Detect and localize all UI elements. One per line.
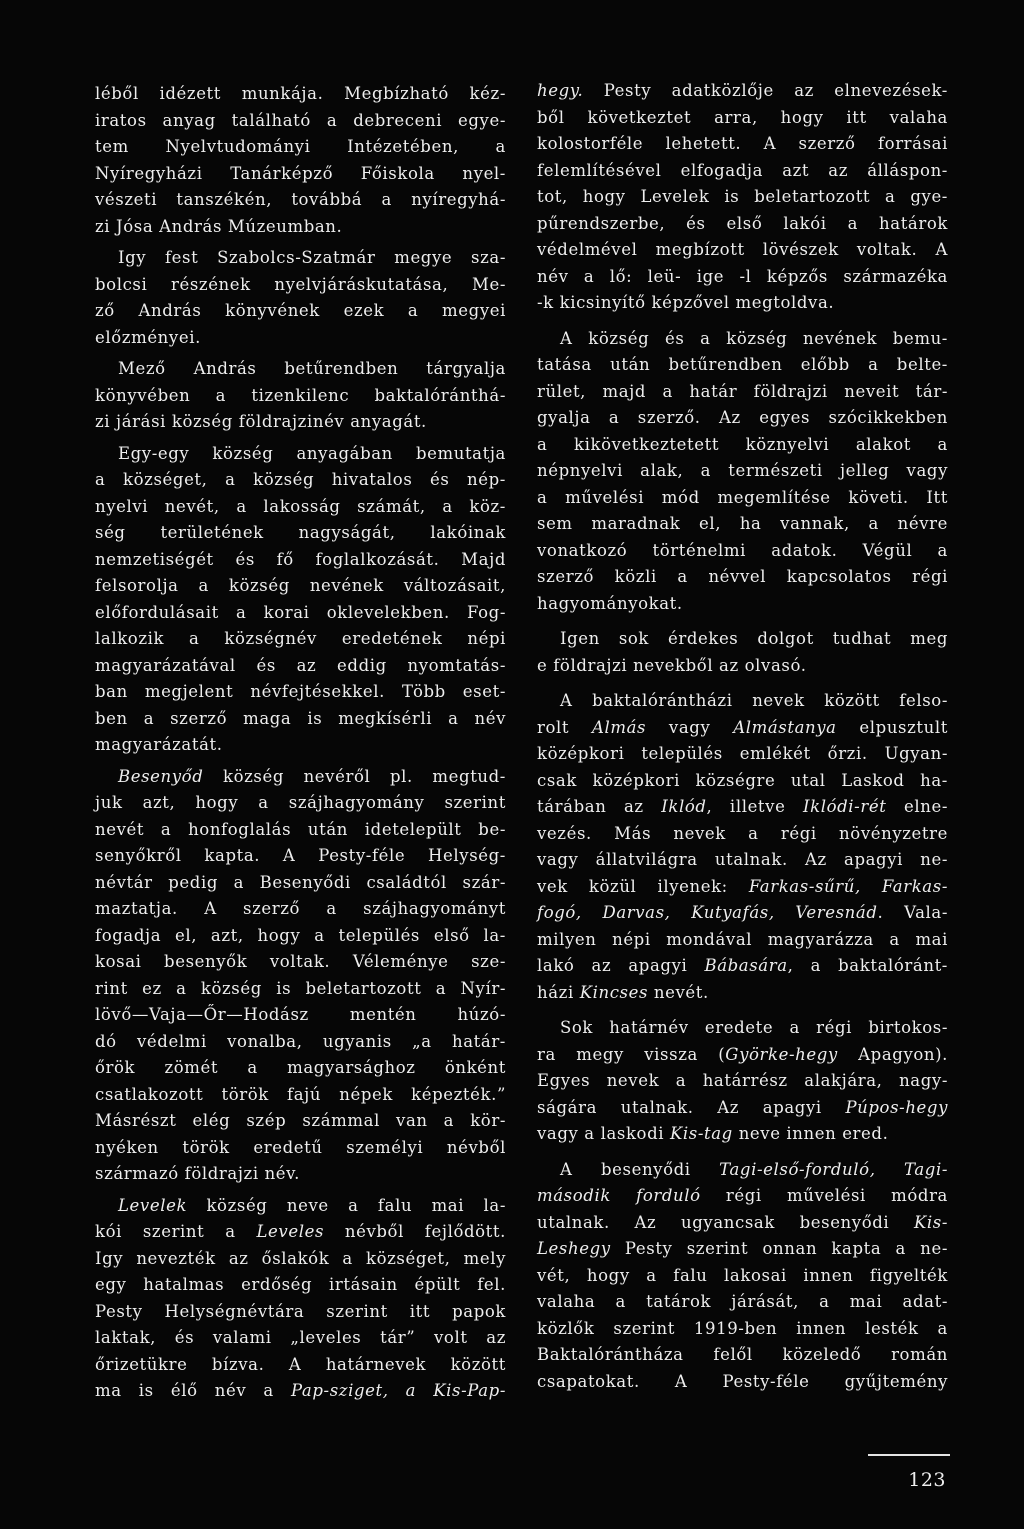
text-run: kosai besenyők voltak. Véleménye sze- <box>95 952 506 971</box>
text-run: , illetve <box>706 797 803 816</box>
text-line <box>95 1029 506 1056</box>
text-run: tatása után betűrendben előbb a belte- <box>537 355 948 374</box>
text-line <box>95 923 506 950</box>
column-left <box>95 81 506 1405</box>
text-run: iratos anyag található a debreceni egye- <box>95 110 506 130</box>
text-run: lövő—Vaja—Őr—Hodász mentén húzó- <box>95 1005 506 1024</box>
text-line <box>95 467 506 494</box>
paragraph <box>95 441 506 759</box>
text-run: ből következtet arra, hogy itt valaha <box>537 107 948 127</box>
text-line <box>537 538 948 565</box>
text-line <box>537 184 948 211</box>
text-run: község nevéről pl. megtud- <box>203 766 506 786</box>
text-line <box>95 706 506 733</box>
text-line <box>95 409 506 436</box>
text-run: Egyes nevek a határrész alakjára, nagy- <box>537 1071 948 1090</box>
paragraph <box>95 81 506 240</box>
text-run: őrizetükre bízva. A határnevek között <box>95 1354 506 1374</box>
italic-term: Farkas-sűrű, Farkas- <box>748 876 948 896</box>
text-run: laktak, és valami „leveles tár” volt az <box>95 1328 506 1347</box>
text-line <box>537 821 948 848</box>
text-run: ző András könyvének ezek a megyei <box>95 301 506 320</box>
text-run: csak középkori községre utal Laskod ha- <box>537 770 948 790</box>
paragraph <box>95 356 506 436</box>
text-run: . Vala- <box>877 903 949 922</box>
text-line <box>537 1068 948 1095</box>
text-run: Nyíregyházi Tanárképző Főiskola nyel- <box>95 163 506 183</box>
paragraph <box>95 245 506 351</box>
text-line <box>537 874 948 901</box>
text-run: vagy állatvilágra utalnak. Az apagyi ne- <box>537 850 948 869</box>
italic-term: Levelek <box>118 1195 188 1215</box>
text-line <box>537 1183 948 1210</box>
text-run: zi járási község földrajzinév anyagát. <box>95 412 427 431</box>
text-line <box>95 843 506 870</box>
text-line <box>95 976 506 1003</box>
text-line <box>537 237 948 264</box>
text-run: gyalja a szerző. Az egyes szócikkekben <box>537 408 948 427</box>
text-run: ban megjelent névfejtésekkel. Több eset- <box>95 682 506 701</box>
text-line <box>537 715 948 742</box>
text-run: lakó az apagyi <box>537 956 705 975</box>
text-line <box>95 1002 506 1029</box>
text-run: csapatokat. A Pesty-féle gyűjtemény <box>537 1371 948 1391</box>
text-line <box>537 794 948 821</box>
text-line <box>95 272 506 299</box>
text-line <box>537 980 948 1007</box>
text-run: tárában az <box>537 797 662 816</box>
text-run: tot, hogy Levelek is beletartozott a gye- <box>537 187 948 206</box>
text-run: bolcsi részének nyelvjáráskutatása, Me- <box>95 274 506 294</box>
text-run: nevét a honfoglalás után idetelepült be- <box>95 819 506 839</box>
text-line <box>537 900 948 927</box>
text-run: névből fejlődött. <box>324 1222 506 1241</box>
text-line <box>537 1316 948 1343</box>
text-line <box>95 949 506 976</box>
text-run: név a lő: leü- ige -l képzős származéka <box>537 266 948 286</box>
text-line <box>537 485 948 512</box>
italic-term: Bábasára <box>704 956 788 975</box>
text-line <box>95 600 506 627</box>
text-line <box>95 1135 506 1162</box>
text-line <box>537 626 948 653</box>
text-line <box>95 520 506 547</box>
paragraph <box>537 326 948 618</box>
text-run: vészeti tanszékén, továbbá a nyíregyhá- <box>95 190 506 209</box>
text-run: A besenyődi <box>560 1159 720 1179</box>
text-run: ben a szerző maga is megkísérli a név <box>95 708 506 728</box>
text-run: nemzetiségét és fő foglalkozását. Majd <box>95 549 506 569</box>
text-run: vezés. Más nevek a régi növényzetre <box>537 823 948 843</box>
text-run: utalnak. Az ugyancsak besenyődi <box>537 1212 914 1232</box>
text-run: Egy-egy község anyagában bemutatja <box>118 443 506 463</box>
text-run: elne- <box>886 797 948 816</box>
text-line <box>95 1055 506 1082</box>
text-run: közlők szerint 1919-ben innen lesték a <box>537 1318 948 1338</box>
text-line <box>537 352 948 379</box>
text-run: lalkozik a községnév eredetének népi <box>95 629 506 648</box>
italic-term: második forduló <box>537 1186 701 1205</box>
text-run: ma is élő név a <box>95 1381 291 1400</box>
text-run: dó védelmi vonalba, ugyanis „a határ- <box>95 1031 506 1051</box>
text-line <box>95 896 506 923</box>
text-run: neve innen ered. <box>732 1124 889 1143</box>
text-line <box>537 1342 948 1369</box>
text-line <box>537 131 948 158</box>
text-line <box>95 356 506 383</box>
italic-term: Púpos-hegy <box>845 1097 948 1117</box>
text-run: juk azt, hogy a szájhagyomány szerint <box>95 793 506 812</box>
text-run: Igen sok érdekes dolgot tudhat meg <box>560 629 948 648</box>
text-line <box>95 573 506 600</box>
text-line <box>537 1015 948 1042</box>
text-line <box>95 1082 506 1109</box>
text-run: rolt <box>537 717 592 737</box>
text-line <box>95 626 506 653</box>
text-run: névtár pedig a Besenyődi családtól szár- <box>95 872 506 892</box>
paragraph <box>537 1015 948 1148</box>
text-run: ra megy vissza ( <box>537 1044 726 1064</box>
text-line <box>537 1157 948 1184</box>
text-line <box>537 1263 948 1290</box>
text-run: könyvében a tizenkilenc baktalóránthá- <box>95 385 506 405</box>
text-run: zi Jósa András Múzeumban. <box>95 216 343 236</box>
paragraph <box>95 1193 506 1405</box>
text-line <box>95 383 506 410</box>
text-run: csatlakozott török fajú népek képezték.” <box>95 1084 506 1104</box>
text-line <box>95 214 506 241</box>
italic-term: Iklód <box>661 797 707 816</box>
text-run: milyen népi mondával magyarázza a mai <box>537 929 948 949</box>
text-run: Sok határnév eredete a régi birtokos- <box>560 1018 948 1037</box>
text-line <box>95 870 506 897</box>
text-run: Baktalórántháza felől közeledő román <box>537 1345 948 1364</box>
text-run: léből idézett munkája. Megbízható kéz- <box>95 84 506 103</box>
text-line <box>95 441 506 468</box>
text-line <box>537 768 948 795</box>
italic-term: Pap-sziget, a Kis-Pap- <box>290 1381 507 1400</box>
text-run: középkori település emlékét őrzi. Ugyan- <box>537 744 948 763</box>
text-run: senyőkről kapta. A Pesty-féle Helység- <box>95 846 506 865</box>
italic-term: Almástanya <box>733 717 837 737</box>
text-line <box>537 741 948 768</box>
text-run: vagy a laskodi <box>537 1124 670 1143</box>
text-run: nyéken török eredetű személyi névből <box>95 1137 506 1157</box>
text-run: tem Nyelvtudományi Intézetében, a <box>95 137 506 156</box>
text-line <box>537 1289 948 1316</box>
italic-term: Tagi-első-forduló, Tagi- <box>719 1159 948 1179</box>
text-line <box>95 108 506 135</box>
italic-term: Kis-tag <box>669 1124 733 1143</box>
text-line <box>537 105 948 132</box>
text-run: e földrajzi nevekből az olvasó. <box>537 655 807 675</box>
text-run: a kikövetkeztetett köznyelvi alakot a <box>537 434 948 454</box>
text-line <box>95 161 506 188</box>
text-run: felsorolja a község nevének változásait, <box>95 576 506 595</box>
text-run: Mező András betűrendben tárgyalja <box>118 359 506 378</box>
text-run: rint ez a község is beletartozott a Nyír- <box>95 978 506 998</box>
text-run: sem maradnak el, ha vannak, a névre <box>537 514 948 533</box>
text-run: magyarázatával és az eddig nyomtatás- <box>95 655 506 675</box>
text-run: Pesty szerint onnan kapta a ne- <box>610 1239 948 1258</box>
text-run: házi <box>537 982 580 1002</box>
paragraph <box>537 688 948 1006</box>
italic-term: Iklódi-rét <box>803 797 887 816</box>
text-run: nyelvi nevét, a lakosság számát, a köz- <box>95 496 506 516</box>
text-run: Apagyon). <box>837 1044 949 1064</box>
text-line <box>537 653 948 680</box>
text-run: származó földrajzi név. <box>95 1164 300 1183</box>
text-line <box>537 511 948 538</box>
text-line <box>95 134 506 161</box>
text-run: Igy nevezték az őslakók a községet, mely <box>95 1248 506 1268</box>
text-line <box>95 494 506 521</box>
text-line <box>95 1272 506 1299</box>
text-run: régi művelési módra <box>700 1186 948 1205</box>
italic-term: Györke-hegy <box>725 1044 838 1064</box>
text-line <box>537 458 948 485</box>
text-line <box>537 405 948 432</box>
text-run: vagy <box>646 717 734 737</box>
text-line <box>95 764 506 791</box>
text-line <box>95 81 506 108</box>
text-line <box>95 547 506 574</box>
text-run: pűrendszerbe, és első lakói a határok <box>537 213 948 233</box>
text-line <box>537 432 948 459</box>
text-run: magyarázatát. <box>95 735 223 754</box>
italic-term: Leveles <box>256 1222 325 1241</box>
text-line <box>95 653 506 680</box>
text-line <box>95 790 506 817</box>
text-line <box>95 1325 506 1352</box>
text-run: ség területének nagyságát, lakóinak <box>95 523 506 542</box>
paragraph <box>95 764 506 1188</box>
text-run: Másrészt elég szép számmal van a kör- <box>95 1111 506 1130</box>
text-line <box>537 78 948 105</box>
text-line <box>95 679 506 706</box>
text-line <box>537 1121 948 1148</box>
text-line <box>537 1236 948 1263</box>
text-line <box>537 1210 948 1237</box>
text-run: kói szerint a <box>95 1222 257 1241</box>
paragraph <box>537 626 948 679</box>
text-run: egy hatalmas erdőség irtásain épült fel. <box>95 1275 506 1294</box>
text-line <box>95 1378 506 1405</box>
text-line <box>95 1108 506 1135</box>
page-number-rule <box>868 1454 950 1456</box>
text-run: rület, majd a határ földrajzi neveit tár- <box>537 381 948 401</box>
text-run: vonatkozó történelmi adatok. Végül a <box>537 540 948 560</box>
text-line <box>537 264 948 291</box>
text-run: előfordulásait a korai oklevelekben. Fog- <box>95 602 506 622</box>
text-line <box>537 290 948 317</box>
text-line <box>95 1161 506 1188</box>
text-line <box>537 564 948 591</box>
text-line <box>537 1042 948 1069</box>
text-run: ságára utalnak. Az apagyi <box>537 1097 846 1117</box>
text-line <box>537 1095 948 1122</box>
text-run: népnyelvi alak, a természeti jelleg vagy <box>537 461 948 480</box>
italic-term: Kincses <box>579 982 649 1002</box>
italic-term: Leshegy <box>537 1239 611 1258</box>
text-line <box>95 732 506 759</box>
text-line <box>95 298 506 325</box>
text-run: , a baktalóránt- <box>787 956 948 975</box>
text-run: A község és a község nevének bemu- <box>560 328 948 348</box>
text-line <box>95 1352 506 1379</box>
column-right <box>537 78 948 1395</box>
paragraph <box>537 1157 948 1396</box>
text-run: szerző közli a névvel kapcsolatos régi <box>537 567 948 586</box>
text-run: a községet, a község hivatalos és nép- <box>95 470 506 489</box>
text-run: előzményei. <box>95 327 201 347</box>
italic-term: Besenyőd <box>118 766 204 786</box>
italic-term: fogó, Darvas, Kutyafás, Veresnád <box>537 903 878 922</box>
text-run: kolostorféle lehetett. A szerző forrásai <box>537 134 948 153</box>
text-line <box>537 379 948 406</box>
text-run: felemlítésével elfogadja azt az álláspon- <box>537 160 948 180</box>
text-run: a művelési mód megemlítése követi. Itt <box>537 487 948 507</box>
text-line <box>95 817 506 844</box>
text-run: Pesty adatközlője az elnevezések- <box>583 81 948 100</box>
text-line <box>95 1246 506 1273</box>
text-line <box>537 158 948 185</box>
italic-term: Almás <box>591 717 647 737</box>
text-run: fogadja el, azt, hogy a település első la- <box>95 925 506 945</box>
text-run: vét, hogy a falu lakosai innen figyelték <box>537 1265 948 1285</box>
paragraph <box>537 78 948 317</box>
text-run: Pesty Helységnévtára szerint itt papok <box>95 1301 506 1321</box>
text-run: elpusztult <box>836 717 948 737</box>
text-run: község neve a falu mai la- <box>187 1195 506 1215</box>
text-run: maztatja. A szerző a szájhagyományt <box>95 899 506 918</box>
text-line <box>95 1299 506 1326</box>
text-run: védelmével megbízott lövészek voltak. A <box>537 240 948 259</box>
text-run: -k kicsinyítő képzővel megtoldva. <box>537 293 835 312</box>
text-run: Igy fest Szabolcs-Szatmár megye sza- <box>118 248 506 267</box>
text-line <box>537 688 948 715</box>
text-line <box>95 245 506 272</box>
text-line <box>537 591 948 618</box>
text-line <box>95 1193 506 1220</box>
text-run: hagyományokat. <box>537 593 683 613</box>
text-line <box>537 326 948 353</box>
text-line <box>537 211 948 238</box>
text-run: nevét. <box>648 982 709 1002</box>
text-line <box>95 187 506 214</box>
page-number: 123 <box>908 1469 946 1491</box>
text-line <box>95 325 506 352</box>
text-run: vek közül ilyenek: <box>537 876 749 896</box>
text-run: valaha a tatárok járását, a mai adat- <box>537 1292 948 1311</box>
text-line <box>537 847 948 874</box>
text-run: őrök zömét a magyarsághoz önként <box>95 1058 506 1077</box>
text-line <box>537 953 948 980</box>
text-line <box>537 1369 948 1396</box>
text-line <box>537 927 948 954</box>
italic-term: hegy. <box>537 81 584 100</box>
text-line <box>95 1219 506 1246</box>
italic-term: Kis- <box>913 1212 948 1232</box>
text-run: A baktalórántházi nevek között felso- <box>560 691 948 710</box>
